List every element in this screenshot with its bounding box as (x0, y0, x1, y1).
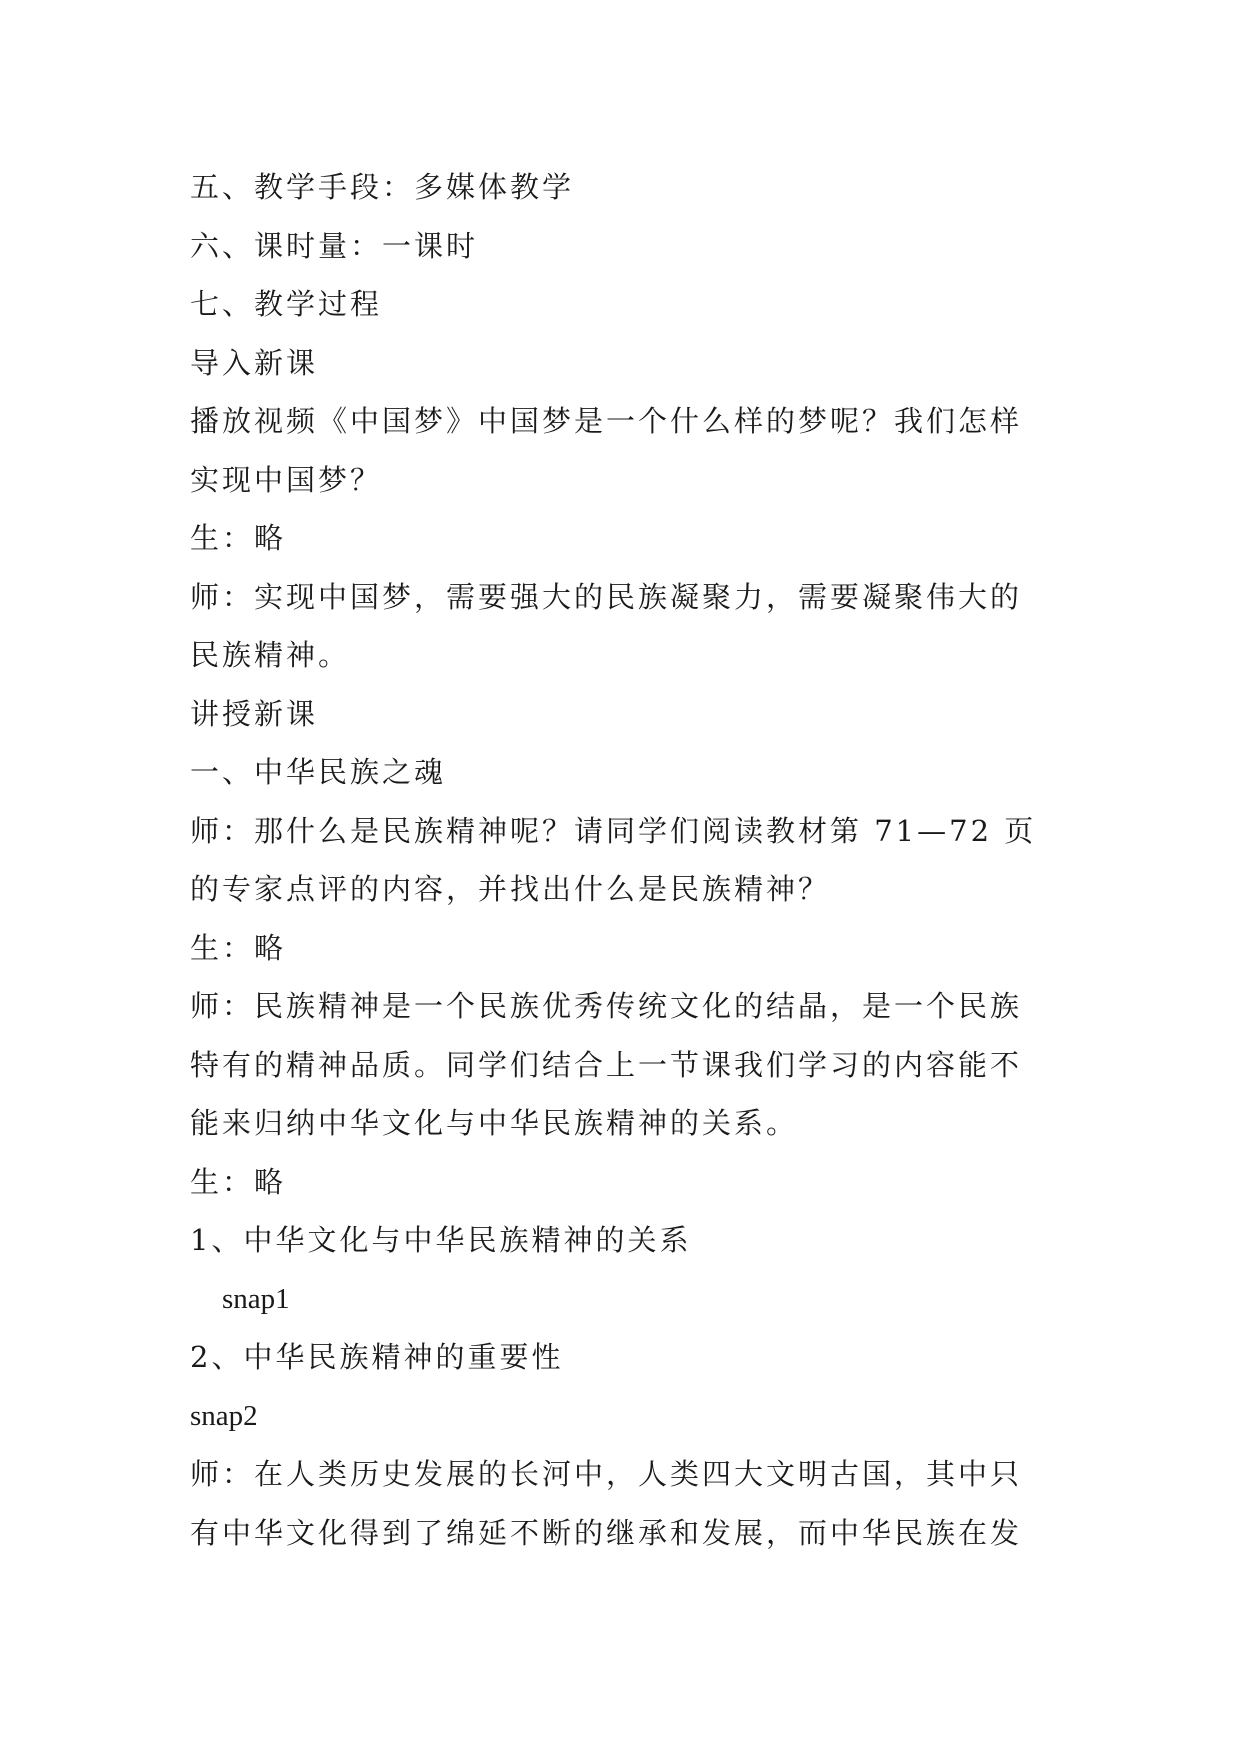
section-heading-teaching-means: 五、教学手段：多媒体教学 (190, 170, 575, 204)
paragraph-line: 师：那什么是民族精神呢？请同学们阅读教材第 71—72 页 (190, 813, 1037, 848)
paragraph-line: 有中华文化得到了绵延不断的继承和发展，而中华民族在发 (190, 1515, 1023, 1550)
paragraph-line: 民族精神。 (190, 638, 351, 672)
snap-placeholder-1: snap1 (222, 1282, 290, 1315)
paragraph-line: 的专家点评的内容，并找出什么是民族精神？ (190, 872, 831, 906)
numbered-heading-2: 2、中华民族精神的重要性 (190, 1340, 564, 1374)
student-response: 生：略 (190, 930, 287, 965)
paragraph-line: 师：在人类历史发展的长河中，人类四大文明古国，其中只 (190, 1457, 1023, 1491)
paragraph-line: 师：实现中国梦，需要强大的民族凝聚力，需要凝聚伟大的 (190, 579, 1023, 614)
student-response: 生：略 (190, 521, 287, 555)
paragraph-line: 能来归纳中华文化与中华民族精神的关系。 (190, 1106, 799, 1140)
paragraph-line: 播放视频《中国梦》中国梦是一个什么样的梦呢？我们怎样 (190, 404, 1023, 438)
paragraph-line: 特有的精神品质。同学们结合上一节课我们学习的内容能不 (190, 1047, 1023, 1082)
paragraph-line: 实现中国梦？ (190, 462, 383, 497)
numbered-heading-1: 1、中华文化与中华民族精神的关系 (190, 1223, 692, 1257)
document-body (190, 158, 1060, 1562)
subheading-introduction: 导入新课 (190, 345, 319, 380)
paragraph-line: 师：民族精神是一个民族优秀传统文化的结晶，是一个民族 (190, 989, 1023, 1023)
snap-placeholder-2: snap2 (190, 1399, 258, 1432)
section-heading-teaching-process: 七、教学过程 (190, 287, 383, 321)
student-response: 生：略 (190, 1164, 287, 1199)
subheading-new-lesson: 讲授新课 (190, 696, 319, 731)
section-heading-national-soul: 一、中华民族之魂 (190, 755, 447, 789)
section-heading-class-hours: 六、课时量：一课时 (190, 228, 479, 263)
